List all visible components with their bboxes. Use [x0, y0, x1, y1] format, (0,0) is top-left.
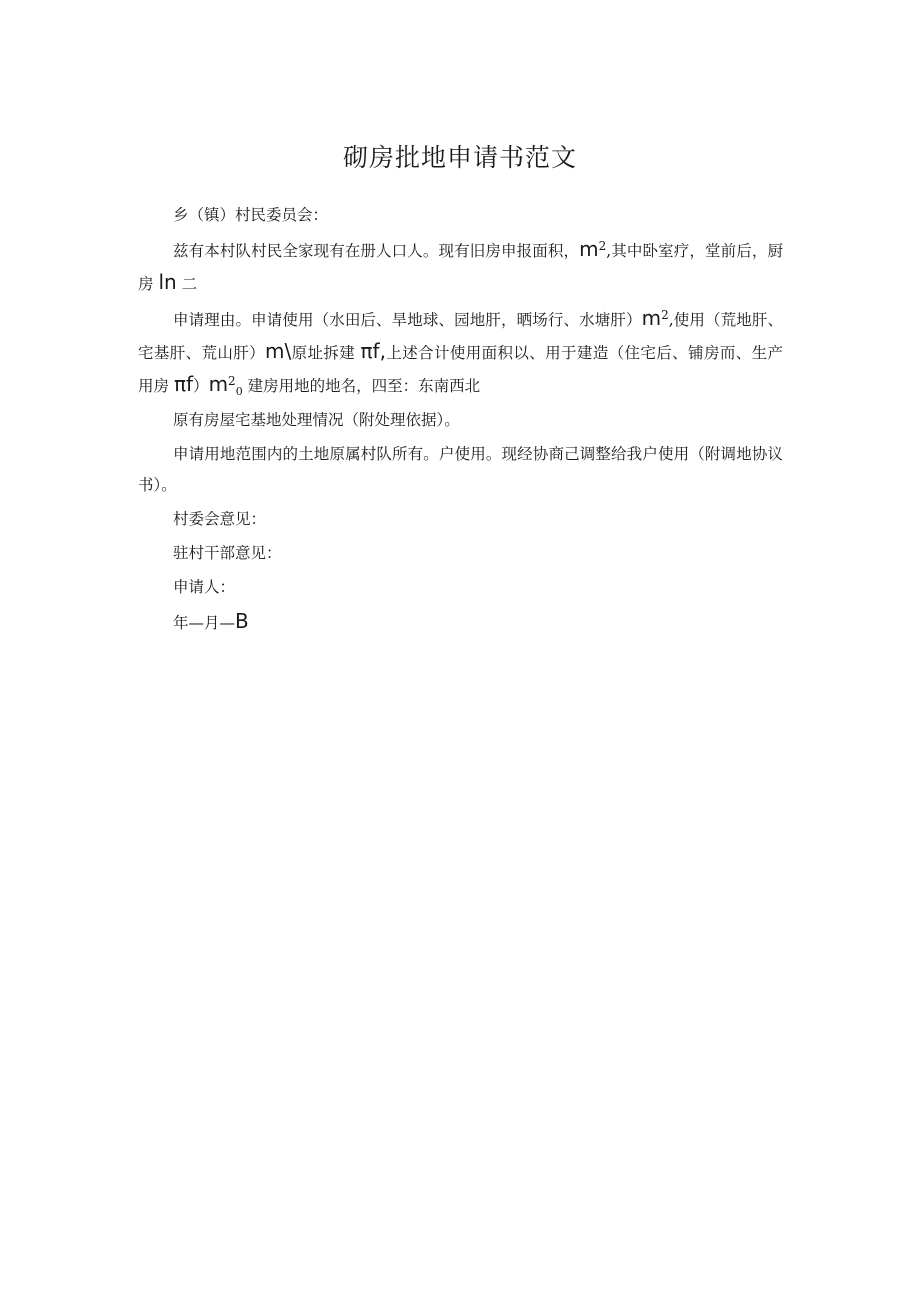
- applicant-label: 申请人：: [173, 578, 236, 596]
- date-line: [138, 606, 783, 639]
- paragraph-application-reason: [138, 303, 783, 402]
- household-text-b: ,其中卧室疗，堂前后，厨房: [138, 242, 783, 293]
- paragraph-original-house: 原有房屋宅基地处理情况（附处理依据）。: [173, 411, 460, 429]
- reason-unit-m3: m: [208, 372, 229, 396]
- area-unit-sup: 2: [598, 238, 607, 253]
- date-text: 年—月—: [173, 614, 236, 632]
- reason-text-e: ）: [193, 377, 209, 395]
- reason-text-d: 上述合计使用面积以、用于建造（住宅后、铺房而、生产用房: [138, 344, 783, 395]
- reason-text-f: 建房用地的地名，四至：东南西北: [242, 377, 481, 395]
- reason-pif2: πf: [173, 372, 194, 396]
- ln-symbol: ln: [158, 270, 177, 294]
- area-unit-m: m: [579, 237, 599, 261]
- reason-unit-sup1: 2: [661, 307, 669, 322]
- village-committee-opinion: 村委会意见：: [173, 510, 267, 528]
- household-text-a: 兹有本村队村民全家现有在册人口人。现有旧房申报面积，: [173, 242, 580, 260]
- reason-pif1: πf,: [360, 339, 386, 363]
- reason-text-b: ,使用（荒地肝、宅基肝、荒山肝）: [138, 311, 783, 362]
- reason-unit-sub3: 0: [235, 385, 243, 399]
- salutation: 乡（镇）村民委员会：: [173, 206, 329, 224]
- document-body: [138, 200, 783, 642]
- cadre-opinion: 驻村干部意见：: [173, 544, 282, 562]
- reason-text-c: 原址拆建: [291, 344, 356, 362]
- reason-text-a: 申请理由。申请使用（水田后、旱地球、园地肝，晒场行、水塘肝）: [173, 311, 642, 329]
- reason-unit-m2: m\: [265, 339, 292, 363]
- paragraph-household-info: [138, 234, 783, 300]
- paragraph-land-ownership: 申请用地范围内的土地原属村队所有。户使用。现经协商己调整给我户使用（附调地协议书）。: [138, 445, 783, 494]
- document-title: 砌房批地申请书范文: [342, 143, 577, 172]
- reason-unit-sup3: 2: [228, 373, 236, 388]
- household-text-c: 二: [176, 275, 198, 293]
- reason-unit-m1: m: [641, 306, 662, 330]
- date-b-symbol: B: [235, 609, 249, 633]
